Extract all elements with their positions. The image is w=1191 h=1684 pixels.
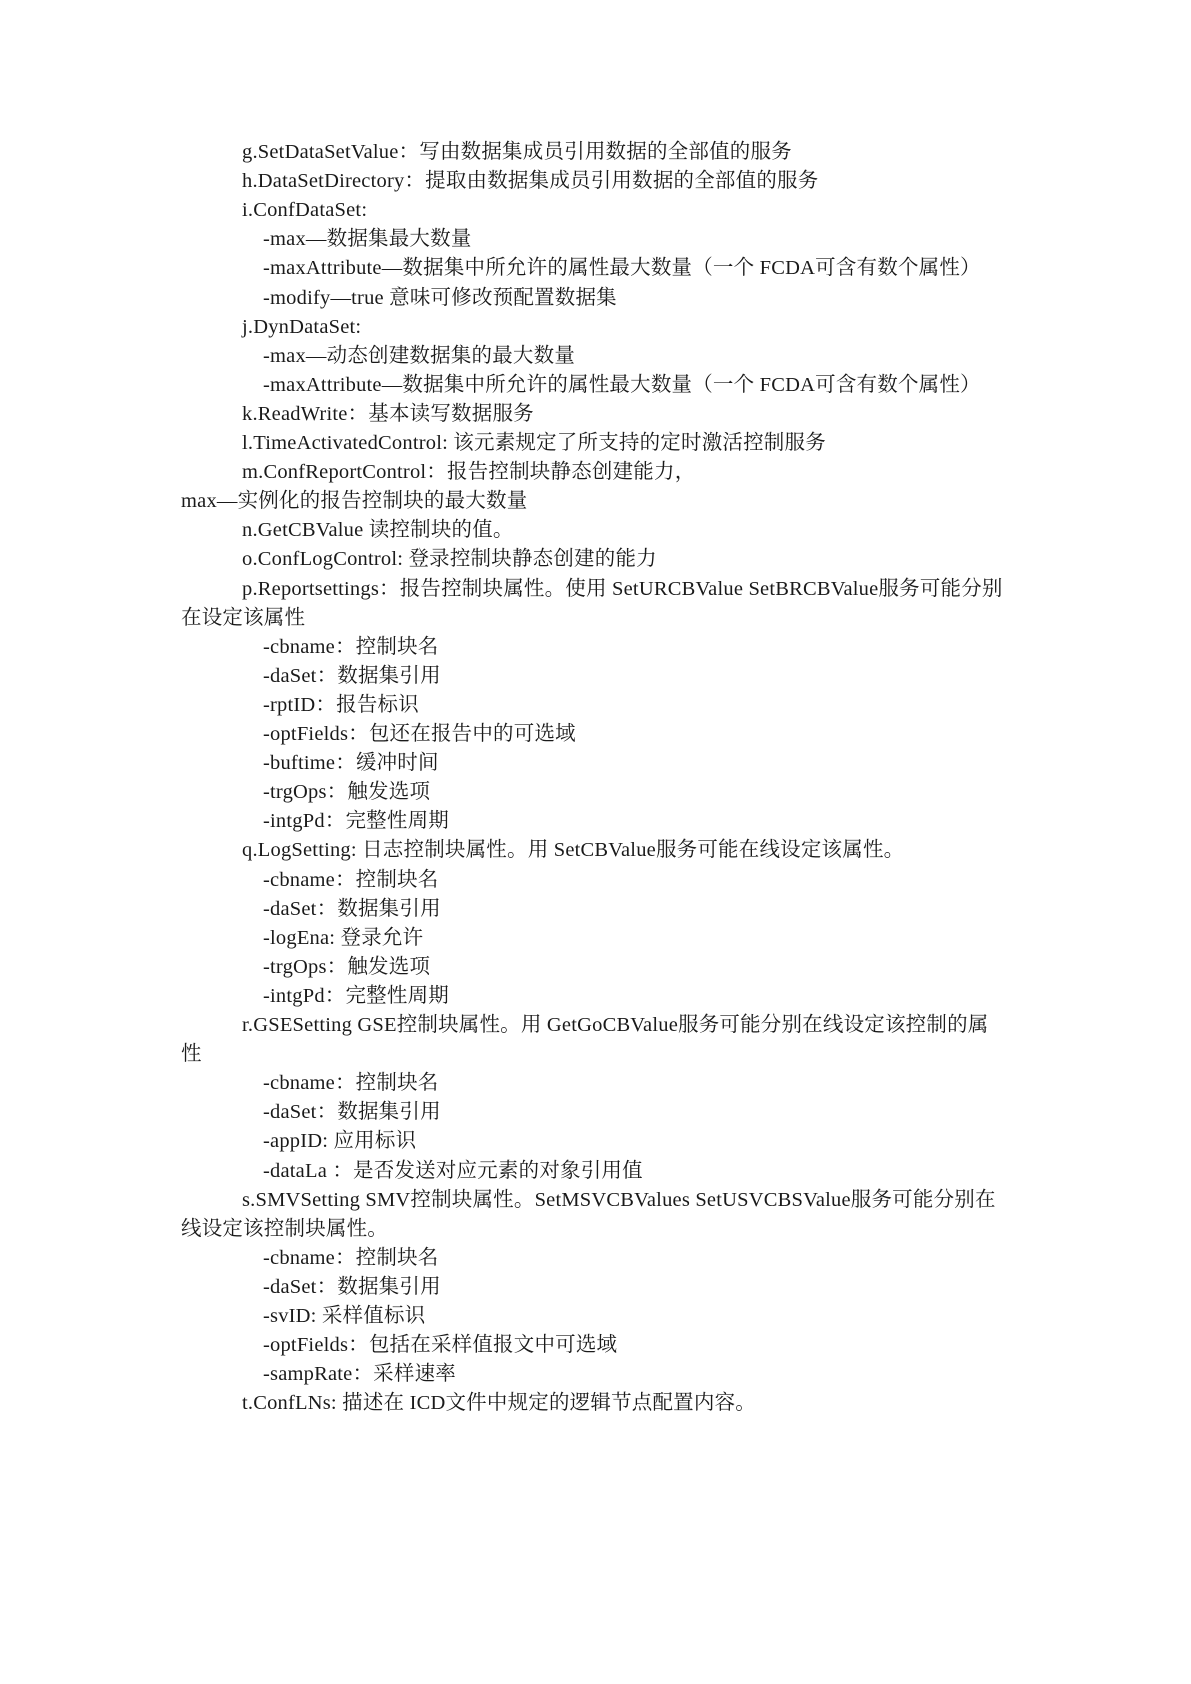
text-line: -rptID：报告标识: [263, 693, 419, 716]
text-line: -daSet：数据集引用: [263, 897, 441, 920]
text-line: -buftime：缓冲时间: [263, 752, 439, 775]
text-line: s.SMVSetting SMV控制块属性。SetMSVCBValues SetUSVCBSValue服务可能分别在: [242, 1188, 996, 1211]
text-line: 线设定该控制块属性。: [181, 1217, 388, 1240]
text-line: -logEna: 登录允许: [263, 926, 424, 949]
text-line: max—实例化的报告控制块的最大数量: [181, 490, 528, 513]
text-line: -modify—true 意味可修改预配置数据集: [263, 286, 617, 309]
text-line: -cbname：控制块名: [263, 635, 439, 658]
text-line: l.TimeActivatedControl: 该元素规定了所支持的定时激活控制服务: [242, 432, 826, 454]
text-line: -optFields：包括在采样值报文中可选域: [263, 1334, 618, 1357]
text-line: -maxAttribute—数据集中所允许的属性最大数量（一个 FCDA可含有数个属性）: [263, 373, 981, 396]
text-line: -daSet：数据集引用: [263, 1101, 441, 1124]
text-line: m.ConfReportControl：报告控制块静态创建能力，: [242, 461, 696, 484]
text-line: p.Reportsettings：报告控制块属性。使用 SetURCBValue SetBRCBValue服务可能分别: [242, 577, 1003, 600]
text-line: -optFields：包还在报告中的可选域: [263, 723, 576, 745]
text-line: 在设定该属性: [181, 606, 306, 629]
text-line: k.ReadWrite：基本读写数据服务: [242, 402, 534, 425]
text-line: -daSet：数据集引用: [263, 1275, 441, 1298]
text-line: 性: [181, 1043, 202, 1066]
text-line: -daSet：数据集引用: [263, 664, 441, 687]
text-line: -intgPd：完整性周期: [263, 984, 449, 1007]
text-line: j.DynDataSet:: [242, 315, 362, 338]
text-line: t.ConfLNs: 描述在 ICD文件中规定的逻辑节点配置内容。: [242, 1392, 756, 1415]
text-line: n.GetCBValue 读控制块的值。: [242, 519, 514, 542]
text-line: -appID: 应用标识: [263, 1130, 417, 1153]
text-line: -maxAttribute—数据集中所允许的属性最大数量（一个 FCDA可含有数个属性）: [263, 257, 981, 280]
text-line: -max—动态创建数据集的最大数量: [263, 344, 576, 367]
text-line: i.ConfDataSet:: [242, 199, 368, 222]
text-line: r.GSESetting GSE控制块属性。用 GetGoCBValue服务可能分别在线设定该控制的属: [242, 1014, 989, 1036]
text-line: -cbname：控制块名: [263, 868, 439, 891]
text-line: -cbname：控制块名: [263, 1246, 439, 1269]
text-line: -max—数据集最大数量: [263, 228, 472, 251]
text-line: -dataLa ：是否发送对应元素的对象引用值: [263, 1159, 643, 1182]
text-line: -trgOps：触发选项: [263, 781, 431, 804]
text-line: -sampRate：采样速率: [263, 1363, 456, 1386]
text-line: -svID: 采样值标识: [263, 1305, 426, 1327]
text-line: -trgOps：触发选项: [263, 955, 431, 978]
text-line: g.SetDataSetValue：写由数据集成员引用数据的全部值的服务: [242, 141, 792, 163]
text-line: -intgPd：完整性周期: [263, 810, 449, 833]
text-line: q.LogSetting: 日志控制块属性。用 SetCBValue服务可能在线设定该属性。: [242, 839, 905, 862]
text-line: o.ConfLogControl: 登录控制块静态创建的能力: [242, 548, 657, 571]
text-line: h.DataSetDirectory：提取由数据集成员引用数据的全部值的服务: [242, 170, 819, 193]
text-line: -cbname：控制块名: [263, 1072, 439, 1095]
